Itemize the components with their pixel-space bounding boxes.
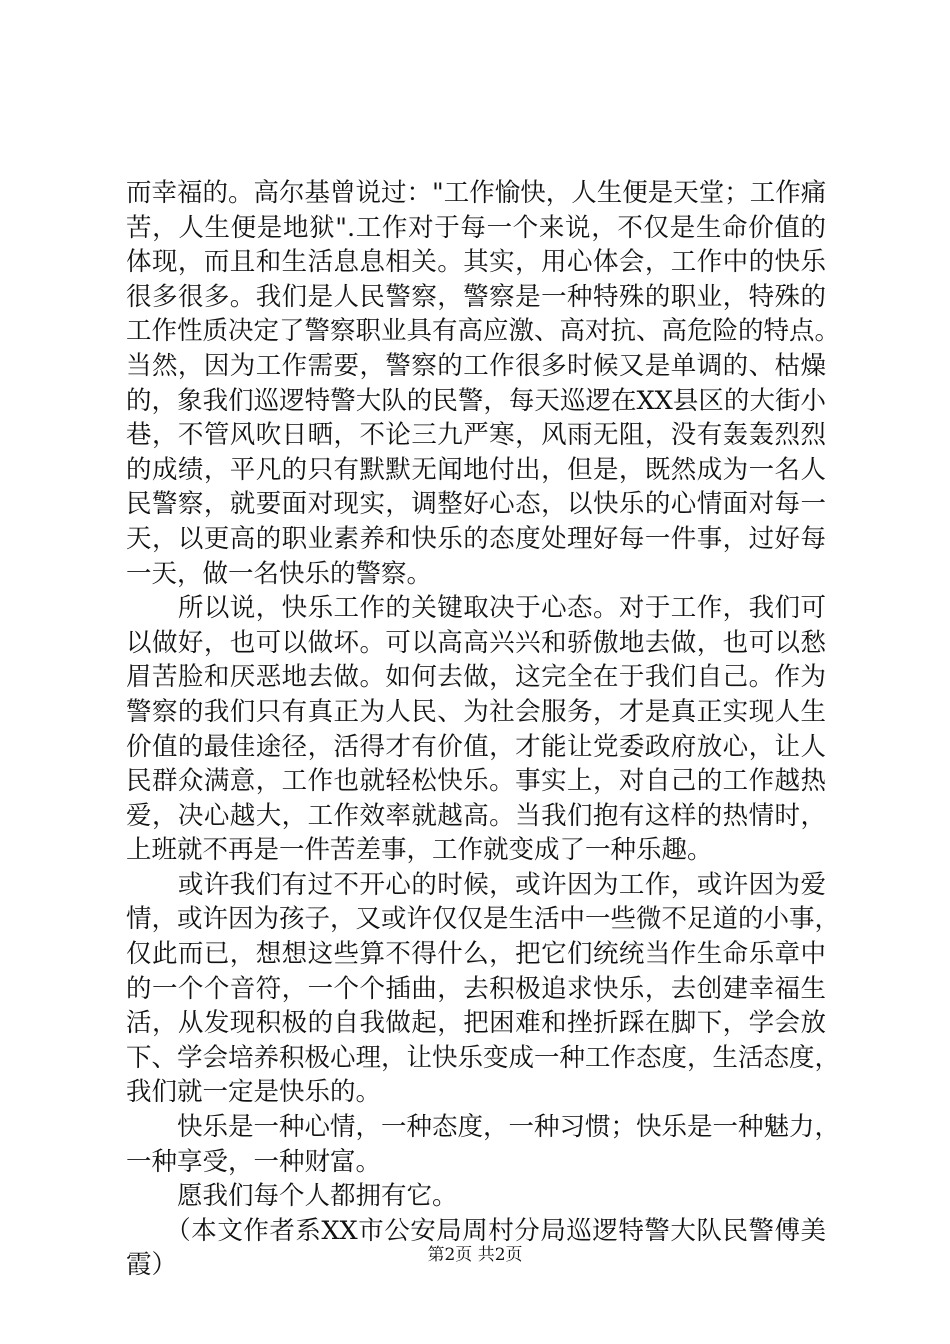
text-line: 的一个个音符，一个个插曲，去积极追求快乐，去创建幸福生 bbox=[126, 973, 826, 1004]
text-line: 或许我们有过不开心的时候，或许因为工作，或许因为爱 bbox=[126, 869, 826, 900]
text-line: 巷，不管风吹日晒，不论三九严寒，风雨无阻，没有轰轰烈烈 bbox=[126, 420, 826, 451]
text-line: 而幸福的。高尔基曾说过："工作愉快，人生便是天堂；工作痛 bbox=[126, 178, 827, 208]
text-line: 当然，因为工作需要，警察的工作很多时候又是单调的、枯燥 bbox=[126, 350, 826, 381]
text-line: 的，象我们巡逻特警大队的民警，每天巡逻在XX县区的大街小 bbox=[126, 385, 826, 416]
text-line: 所以说，快乐工作的关键取决于心态。对于工作，我们可 bbox=[126, 593, 826, 624]
page-number-footer: 第2页 共2页 bbox=[427, 1245, 523, 1265]
text-line: 情，或许因为孩子，又或许仅仅是生活中一些微不足道的小事， bbox=[126, 904, 841, 935]
text-line: 的成绩，平凡的只有默默无闻地付出，但是，既然成为一名人 bbox=[126, 454, 826, 485]
text-line: 快乐是一种心情，一种态度，一种习惯；快乐是一种魅力， bbox=[126, 1112, 841, 1143]
text-line: 一天，做一名快乐的警察。 bbox=[126, 558, 433, 589]
text-line: 一种享受，一种财富。 bbox=[126, 1146, 382, 1177]
text-line: 工作性质决定了警察职业具有高应激、高对抗、高危险的特点。 bbox=[126, 316, 841, 347]
text-line: 民警察，就要面对现实，调整好心态，以快乐的心情面对每一 bbox=[126, 489, 826, 520]
text-line: 天，以更高的职业素养和快乐的态度处理好每一件事，过好每 bbox=[126, 523, 826, 554]
text-line: 眉苦脸和厌恶地去做。如何去做，这完全在于我们自己。作为 bbox=[126, 662, 826, 693]
text-line: 我们就一定是快乐的。 bbox=[126, 1077, 382, 1108]
text-line: 价值的最佳途径，活得才有价值，才能让党委政府放心，让人 bbox=[126, 731, 826, 762]
text-line: 苦，人生便是地狱".工作对于每一个来说，不仅是生命价值的 bbox=[126, 212, 826, 243]
text-line: 霞） bbox=[126, 1250, 178, 1281]
text-line: 下、学会培养积极心理，让快乐变成一种工作态度，生活态度， bbox=[126, 1042, 841, 1073]
text-line: 以做好，也可以做坏。可以高高兴兴和骄傲地去做，也可以愁 bbox=[126, 627, 826, 658]
text-line: 愿我们每个人都拥有它。 bbox=[126, 1181, 458, 1212]
article-body bbox=[126, 176, 841, 1283]
text-line: 爱，决心越大，工作效率就越高。当我们抱有这样的热情时， bbox=[126, 800, 826, 831]
text-line: 活，从发现积极的自我做起，把困难和挫折踩在脚下，学会放 bbox=[126, 1008, 826, 1039]
text-line: 仅此而已，想想这些算不得什么，把它们统统当作生命乐章中 bbox=[126, 939, 826, 970]
text-line: 民群众满意，工作也就轻松快乐。事实上，对自己的工作越热 bbox=[126, 766, 826, 797]
text-line: 体现，而且和生活息息相关。其实，用心体会，工作中的快乐 bbox=[126, 247, 826, 278]
text-line: 很多很多。我们是人民警察，警察是一种特殊的职业，特殊的 bbox=[126, 281, 826, 312]
text-line: （本文作者系XX市公安局周村分局巡逻特警大队民警傅美 bbox=[126, 1215, 826, 1246]
text-line: 警察的我们只有真正为人民、为社会服务，才是真正实现人生 bbox=[126, 696, 826, 727]
text-line: 上班就不再是一件苦差事，工作就变成了一种乐趣。 bbox=[126, 835, 713, 866]
